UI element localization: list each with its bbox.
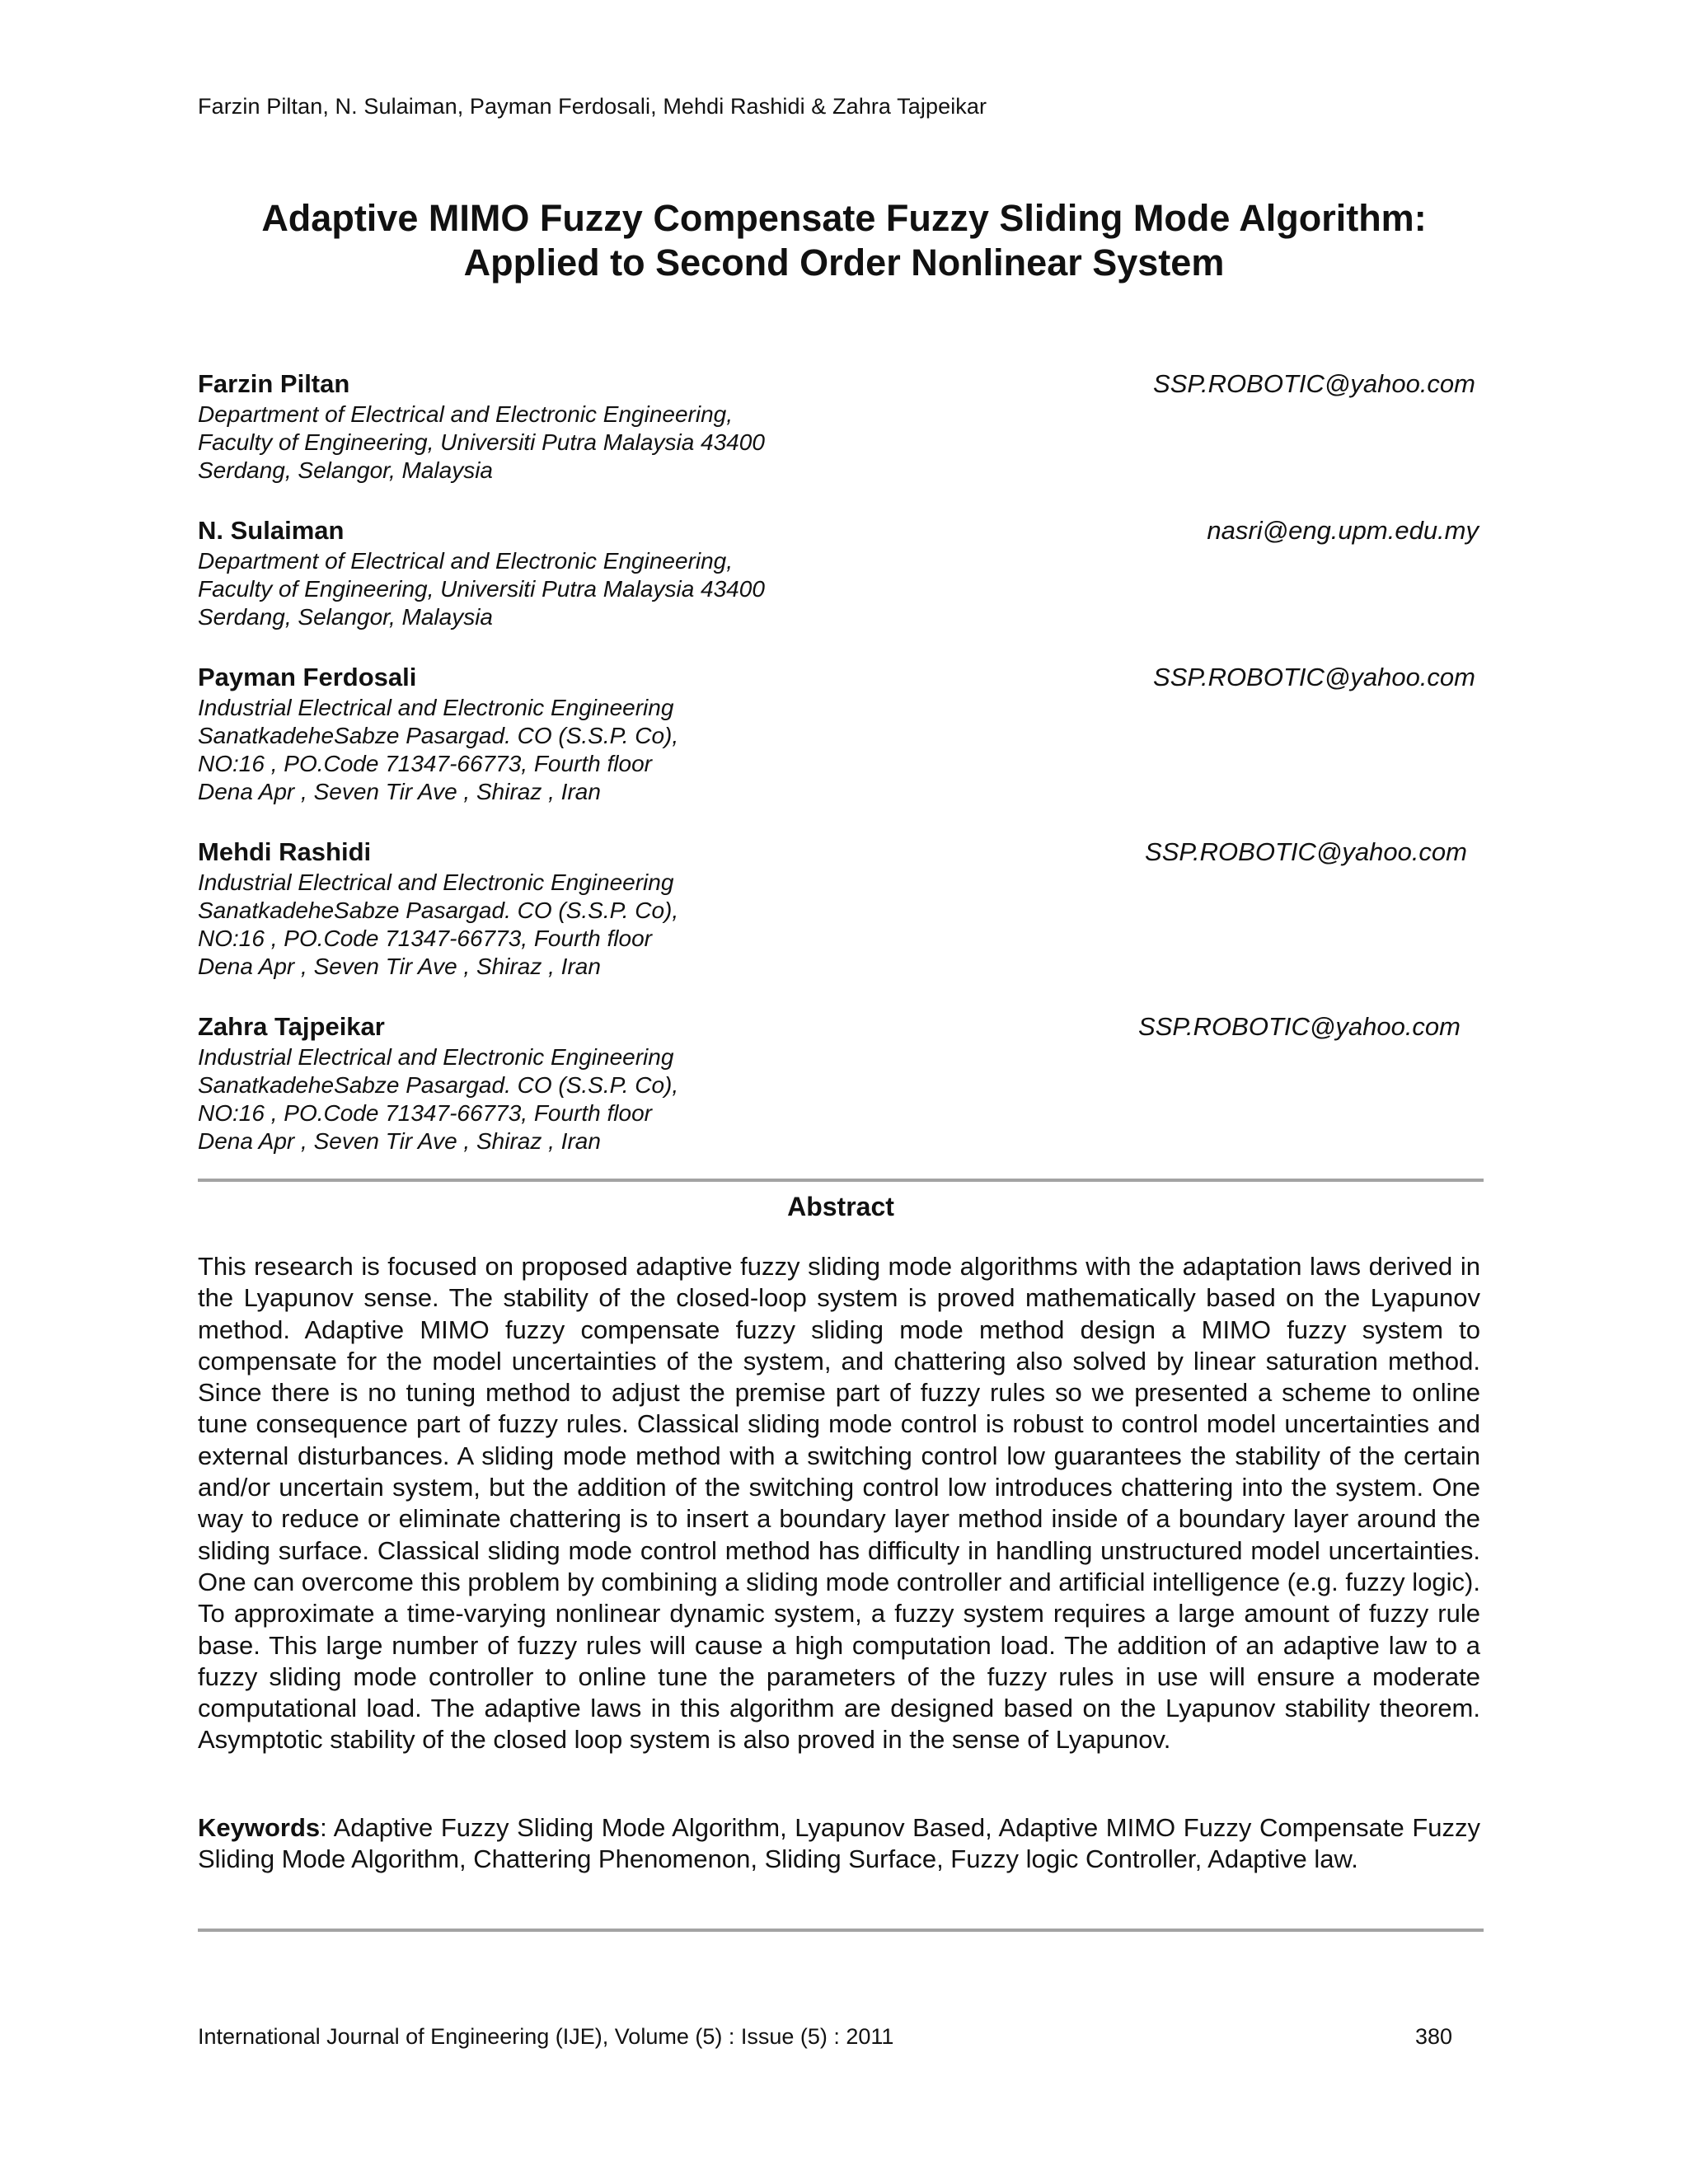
divider-bottom [198,1929,1484,1932]
author-affiliation-line: Dena Apr , Seven Tir Ave , Shiraz , Iran [198,779,601,804]
keywords-label: Keywords [198,1813,321,1842]
abstract-heading: Abstract [787,1192,894,1221]
author-affiliation-line: Industrial Electrical and Electronic Engineering [198,1044,674,1070]
author-affiliation-line: Serdang, Selangor, Malaysia [198,457,493,483]
author-affiliation-line: Industrial Electrical and Electronic Engineering [198,869,674,895]
author-name: Mehdi Rashidi [198,837,372,866]
author-affiliation-line: SanatkadeheSabze Pasargad. CO (S.S.P. Co), [198,898,679,923]
author-affiliation-line: Industrial Electrical and Electronic Engineering [198,695,674,720]
author-affiliation-line: Faculty of Engineering, Universiti Putra Malaysia 43400 [198,576,765,602]
title-line-1: Adaptive MIMO Fuzzy Compensate Fuzzy Sliding Mode Algorithm: [261,197,1427,239]
author-name: N. Sulaiman [198,516,345,545]
author-affiliation-line: NO:16 , PO.Code 71347-66773, Fourth floor [198,1100,652,1126]
author-affiliation-line: Department of Electrical and Electronic Engineering, [198,548,734,574]
paper-title [0,196,1688,285]
keywords-text: : Adaptive Fuzzy Sliding Mode Algorithm, Lyapunov Based, Adaptive MIMO Fuzzy Compensate Fuzzy Sliding Mode Algorithm, Chattering Phenomenon, Sliding Surface, Fuzzy logic Controller, Adaptive law. [198,1813,1480,1873]
author-affiliation-line: Department of Electrical and Electronic Engineering, [198,401,734,427]
running-head: Farzin Piltan, N. Sulaiman, Payman Ferdosali, Mehdi Rashidi & Zahra Tajpeikar [198,94,987,119]
author-affiliation-line: NO:16 , PO.Code 71347-66773, Fourth floor [198,926,652,951]
author-affiliation-line: Faculty of Engineering, Universiti Putra Malaysia 43400 [198,429,765,455]
author-affiliation-line: Dena Apr , Seven Tir Ave , Shiraz , Iran [198,954,601,979]
author-affiliation-line: Serdang, Selangor, Malaysia [198,604,493,630]
author-email-2[interactable]: nasri@eng.upm.edu.my [1207,516,1479,545]
keywords-paragraph [198,1812,1480,1875]
author-email-4[interactable]: SSP.ROBOTIC@yahoo.com [1145,837,1467,866]
author-affiliation-line: SanatkadeheSabze Pasargad. CO (S.S.P. Co), [198,1072,679,1098]
footer-journal-citation: International Journal of Engineering (IJE), Volume (5) : Issue (5) : 2011 [198,2024,894,2049]
author-affiliation-line: Dena Apr , Seven Tir Ave , Shiraz , Iran [198,1128,601,1154]
author-email-5[interactable]: SSP.ROBOTIC@yahoo.com [1138,1012,1461,1041]
author-email-3[interactable]: SSP.ROBOTIC@yahoo.com [1153,663,1475,691]
author-affiliation-line: NO:16 , PO.Code 71347-66773, Fourth floor [198,751,652,776]
author-name: Payman Ferdosali [198,663,417,691]
divider-top [198,1179,1484,1182]
title-line-2: Applied to Second Order Nonlinear System [463,241,1225,284]
page-number: 380 [1414,2024,1452,2049]
author-name: Zahra Tajpeikar [198,1012,385,1041]
author-email-1[interactable]: SSP.ROBOTIC@yahoo.com [1153,369,1475,398]
abstract-text: This research is focused on proposed adaptive fuzzy sliding mode algorithms with the adaptation laws derived in the Lyapunov sense. The stability of the closed-loop system is proved mathematically based on the Lyapunov method. Adaptive MIMO fuzzy compensate fuzzy sliding mode method design a MIMO fuzzy system to compensate for the model uncertainties of the system, and chattering also solved by linear saturation method. Since there is no tuning method to adjust the premise part of fuzzy rules so we presented a scheme to online tune consequence part of fuzzy rules. Classical sliding mode control is robust to control model uncertainties and external disturbances. A sliding mode method with a switching control low guarantees the stability of the certain and/or uncertain system, but the addition of the switching control low introduces chattering into the system. One way to reduce or eliminate chattering is to insert a boundary layer method inside of a boundary layer around the sliding surface. Classical sliding mode control method has difficulty in handling unstructured model uncertainties. One can overcome this problem by combining a sliding mode controller and artificial intelligence (e.g. fuzzy logic). To approximate a time-varying nonlinear dynamic system, a fuzzy system requires a large amount of fuzzy rule base. This large number of fuzzy rules will cause a high computation load. The addition of an adaptive law to a fuzzy sliding mode controller to online tune the parameters of the fuzzy rules in use will ensure a moderate computational load. The adaptive laws in this algorithm are designed based on the Lyapunov stability theorem. Asymptotic stability of the closed loop system is also proved in the sense of Lyapunov. [198,1252,1480,1755]
author-name: Farzin Piltan [198,369,350,398]
author-affiliation-line: SanatkadeheSabze Pasargad. CO (S.S.P. Co), [198,723,679,748]
